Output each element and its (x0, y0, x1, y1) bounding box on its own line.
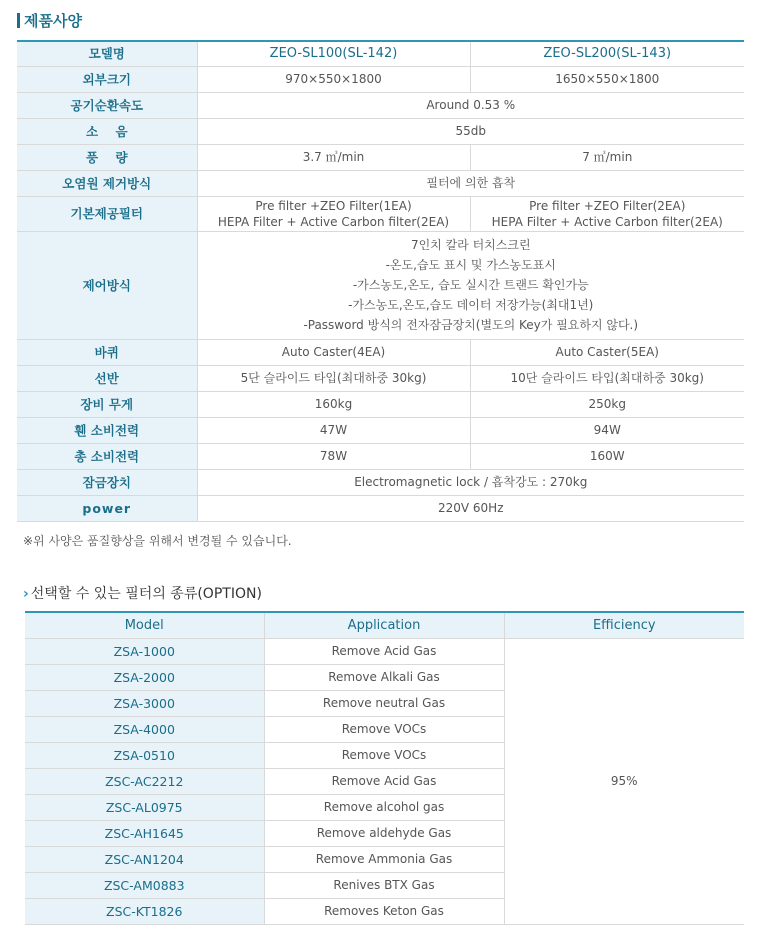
spec-row-size (17, 66, 744, 92)
control-line: 7인치 칼라 터치스크린 (410, 238, 531, 252)
chevron-right-icon: › (23, 586, 29, 602)
page-title-text: 제품사양 (24, 12, 82, 30)
spec-row-noise (17, 118, 744, 144)
spec-label: 외부크기 (17, 66, 197, 92)
spec-value: 7 ㎥/min (470, 144, 744, 170)
spec-model-a: ZEO-SL100(SL-142) (197, 41, 470, 66)
filter-model: ZSC-AH1645 (25, 821, 264, 847)
filter-line: Pre filter +ZEO Filter(2EA) (529, 198, 686, 213)
column-header: Efficiency (504, 612, 744, 639)
spec-row-filter (17, 196, 744, 231)
filter-application: Remove Alkali Gas (264, 665, 504, 691)
spec-value: Around 0.53 % (197, 92, 744, 118)
spec-value: Auto Caster(5EA) (470, 339, 744, 365)
filter-application: Remove alcohol gas (264, 795, 504, 821)
spec-value: Electromagnetic lock / 흡착강도 : 270kg (197, 469, 744, 495)
column-header: Model (25, 612, 264, 639)
spec-row-control (17, 231, 744, 339)
filters-table (25, 611, 744, 925)
spec-label: 공기순환속도 (17, 92, 197, 118)
spec-row-air-change (17, 92, 744, 118)
spec-label: 장비 무게 (17, 391, 197, 417)
spec-value: 1650×550×1800 (470, 66, 744, 92)
spec-value: 970×550×1800 (197, 66, 470, 92)
filters-header-row (25, 612, 744, 639)
spec-label: 잠금장치 (17, 469, 197, 495)
spec-model-b: ZEO-SL200(SL-143) (470, 41, 744, 66)
control-line: -가스농도,온도, 습도 실시간 트랜드 확인가능 (352, 278, 589, 292)
filter-application: Remove aldehyde Gas (264, 821, 504, 847)
spec-value: 5단 슬라이드 타입(최대하중 30kg) (197, 365, 470, 391)
spec-value: 250kg (470, 391, 744, 417)
spec-row-wheel (17, 339, 744, 365)
spec-label: power (17, 495, 197, 521)
filter-line: HEPA Filter + Active Carbon filter(2EA) (491, 214, 723, 229)
spec-value (470, 196, 744, 231)
spec-value: 47W (197, 417, 470, 443)
filter-application: Remove VOCs (264, 743, 504, 769)
spec-label: 총 소비전력 (17, 443, 197, 469)
spec-value: Auto Caster(4EA) (197, 339, 470, 365)
spec-value: 220V 60Hz (197, 495, 744, 521)
filter-application: Renives BTX Gas (264, 873, 504, 899)
spec-value: 10단 슬라이드 타입(최대하중 30kg) (470, 365, 744, 391)
filter-model: ZSC-KT1826 (25, 899, 264, 925)
control-line: -가스농도,온도,습도 데이터 저장가능(최대1년) (348, 298, 594, 312)
spec-row-fan-power (17, 417, 744, 443)
filter-application: Remove VOCs (264, 717, 504, 743)
spec-row-removal (17, 170, 744, 196)
filter-model: ZSA-2000 (25, 665, 264, 691)
filter-model: ZSA-4000 (25, 717, 264, 743)
filter-model: ZSA-0510 (25, 743, 264, 769)
spec-value: 3.7 ㎥/min (197, 144, 470, 170)
spec-value: 160W (470, 443, 744, 469)
spec-row-shelf (17, 365, 744, 391)
table-row (25, 639, 744, 665)
spec-value: 78W (197, 443, 470, 469)
column-header: Application (264, 612, 504, 639)
spec-row-weight (17, 391, 744, 417)
spec-row-power (17, 495, 744, 521)
filters-heading (23, 583, 262, 603)
spec-value (197, 196, 470, 231)
spec-value: 55db (197, 118, 744, 144)
filter-application: Remove neutral Gas (264, 691, 504, 717)
filter-model: ZSA-1000 (25, 639, 264, 665)
control-line: -Password 방식의 전자잠금장치(별도의 Key가 필요하지 않다.) (303, 318, 639, 332)
filter-line: HEPA Filter + Active Carbon filter(2EA) (217, 214, 450, 229)
filter-model: ZSC-AC2212 (25, 769, 264, 795)
spec-row-airflow (17, 144, 744, 170)
spec-table (17, 40, 744, 522)
title-bar-icon (17, 13, 20, 28)
spec-label: 기본제공필터 (17, 196, 197, 231)
filter-model: ZSA-3000 (25, 691, 264, 717)
filter-model: ZSC-AM0883 (25, 873, 264, 899)
filter-application: Removes Keton Gas (264, 899, 504, 925)
filter-model: ZSC-AN1204 (25, 847, 264, 873)
filter-model: ZSC-AL0975 (25, 795, 264, 821)
spec-row-lock (17, 469, 744, 495)
spec-label: 소 음 (17, 118, 197, 144)
filter-efficiency: 95% (504, 639, 744, 925)
spec-value: 160kg (197, 391, 470, 417)
control-line: -온도,습도 표시 및 가스농도표시 (385, 258, 556, 272)
spec-row-model (17, 41, 744, 66)
spec-value: 필터에 의한 흡착 (197, 170, 744, 196)
spec-label: 제어방식 (17, 231, 197, 339)
spec-label: 바퀴 (17, 339, 197, 365)
filter-line: Pre filter +ZEO Filter(1EA) (255, 198, 412, 213)
spec-label: 휀 소비전력 (17, 417, 197, 443)
filters-heading-text: 선택할 수 있는 필터의 종류(OPTION) (30, 586, 262, 602)
page-title (17, 10, 82, 31)
spec-label: 풍 량 (17, 144, 197, 170)
spec-value (197, 231, 744, 339)
spec-label: 오염원 제거방식 (17, 170, 197, 196)
filter-application: Remove Acid Gas (264, 639, 504, 665)
filter-application: Remove Ammonia Gas (264, 847, 504, 873)
filter-application: Remove Acid Gas (264, 769, 504, 795)
spec-label: 모델명 (17, 41, 197, 66)
spec-value: 94W (470, 417, 744, 443)
spec-note: ※위 사양은 품질향상을 위해서 변경될 수 있습니다. (23, 534, 292, 548)
spec-label: 선반 (17, 365, 197, 391)
spec-row-total-power (17, 443, 744, 469)
